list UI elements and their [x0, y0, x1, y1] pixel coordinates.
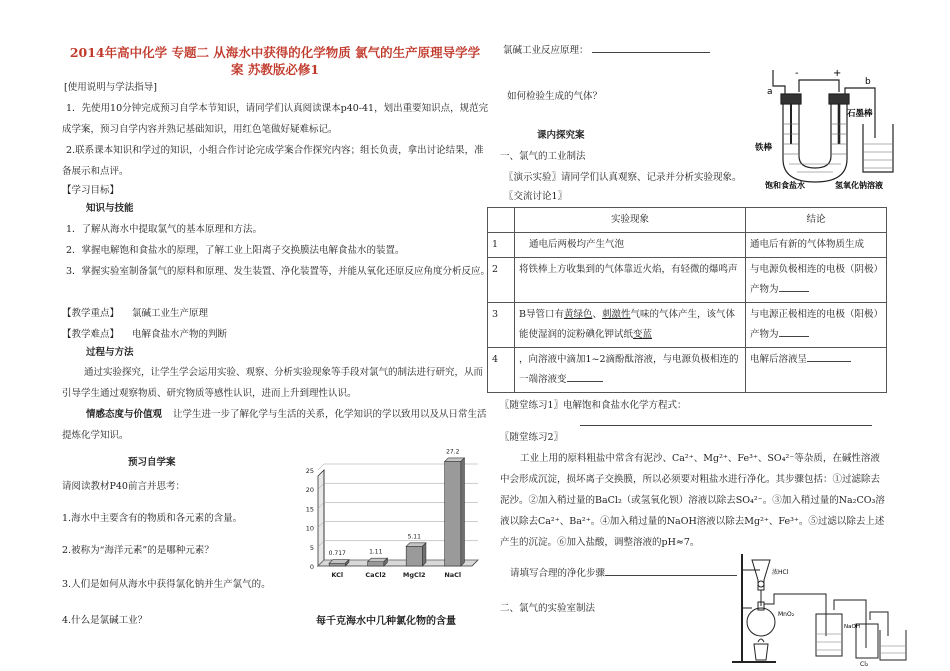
phenomenon-text: 气味的气体产生，该气体能使湿润的淀粉碘化钾试纸	[519, 309, 736, 340]
key-point-text: 氯碱工业生产原理	[132, 308, 209, 319]
phenomenon-cell: 将铁棒上方收集到的气体靠近火焰，有轻微的爆鸣声	[515, 258, 746, 303]
preview-heading: 预习自学案	[128, 457, 176, 468]
conclusion-cell	[746, 258, 887, 303]
goals-heading: 【学习目标】	[62, 185, 120, 196]
question-3: 3.人们是如何从海水中获得氯化钠并生产氯气的。	[62, 579, 271, 590]
minus-label: -	[795, 68, 799, 79]
reaction-label: 氯碱工业反应原理：	[503, 45, 589, 56]
row-number: 1	[488, 233, 515, 258]
phenomenon-cell	[515, 303, 746, 348]
y-tick-label: 15	[305, 505, 314, 514]
attitude-text: 让学生进一步了解化学与生活的关系，化学知识的学以致用以及从日常生活提炼化学知识。	[62, 409, 487, 441]
y-tick-label: 10	[305, 524, 314, 533]
data-label: 5.11	[407, 533, 421, 541]
conclusion-cell: 通电后有新的气体物质生成	[746, 233, 887, 258]
brine-label: 饱和食盐水	[765, 181, 805, 190]
x-tick-label: MgCl2	[402, 571, 426, 579]
answer-blank[interactable]	[807, 361, 851, 362]
naoh-solution-label: 氢氧化钠溶液	[835, 181, 883, 190]
data-label: 27.2	[446, 448, 460, 456]
header-conclusion: 结论	[746, 208, 887, 233]
conclusion-text: 与电源正极相连的电极（阳极）产物为	[750, 309, 879, 340]
answer-blank[interactable]	[779, 291, 809, 292]
cl2-label: Cl₂	[860, 661, 869, 668]
x-tick-label: KCl	[331, 571, 344, 579]
key-point	[62, 303, 208, 324]
phenomenon-cell: 通电后两极均产生气泡	[515, 233, 746, 258]
table-row	[488, 348, 887, 393]
bar	[445, 462, 461, 566]
lab-chlorine-apparatus	[730, 550, 910, 668]
phenomenon-text: B导管口有	[519, 309, 564, 320]
tube-a-label: a	[767, 87, 773, 97]
reaction-principle	[503, 40, 710, 61]
usage-item-1: 1．先使用10分钟完成预习自学本节知识，请同学们认真阅读课本p40-41，划出重要知识点，规范完成学案，预习自学内容并熟记基础知识，用红色笔做好疑难标记。	[62, 103, 489, 135]
chart-title: 每千克海水中几种氯化物的含量	[316, 616, 456, 627]
class-heading: 课内探究案	[537, 130, 585, 141]
process-text: 通过实验探究，让学生学会运用实验、观察、分析实验现象等手段对氯气的制法进行研究，从而引导学生通过观察物质、研究物质等感性认识，进而上升到理性认识。	[62, 367, 484, 399]
section-2-heading: 二、氯气的实验室制法	[500, 603, 596, 614]
knowledge-heading: 知识与技能	[86, 203, 134, 214]
underlined-yellow-green: 黄绿色	[563, 309, 593, 320]
bar	[368, 562, 384, 566]
question-2: 2.被称为“海洋元素”的是哪种元素？	[62, 545, 214, 556]
check-gas-question: 如何检验生成的气体？	[507, 91, 603, 102]
table-header-row	[488, 208, 887, 233]
x-tick-label: NaCl	[444, 571, 462, 579]
experiment-table	[487, 207, 887, 393]
table-row	[488, 233, 887, 258]
graphite-rod-label: 石墨棒	[847, 109, 873, 119]
practice-2: 〖随堂练习2〗	[500, 432, 564, 443]
data-label: 0.717	[328, 550, 346, 558]
y-tick-label: 25	[305, 467, 314, 475]
section-1-heading: 一、氯气的工业制法	[500, 151, 586, 162]
demo-text: 〖演示实验〗请同学们认真观察、记录并分析实验现象。	[504, 172, 742, 183]
equation-blank[interactable]	[580, 425, 872, 426]
question-1: 1.海水中主要含有的物质和各元素的含量。	[62, 513, 243, 524]
y-tick-label: 5	[309, 543, 314, 552]
row-number: 3	[488, 303, 515, 348]
attitude-block	[62, 404, 490, 446]
purification-text: 工业上用的原料粗盐中常含有泥沙、Ca²⁺、Mg²⁺、Fe³⁺、SO₄²⁻等杂质，在碱性溶液中会形成沉淀，损坏离子交换膜，所以必须要对粗盐水进行净化。其步骤包括：①过滤除去泥沙。②加入稍过量的BaCl₂（或氢氧化钡）溶液以除去SO₄²⁻。③加入稍过量的Na₂CO₃溶液以除去Ca²⁺、Ba²⁺。④加入稍过量的NaOH溶液以除去Mg²⁺、Fe³⁺。⑤过滤以除去上述产生的沉淀。⑥加入盐酸，调整溶液的pH≈7。	[500, 453, 885, 548]
bar	[329, 563, 345, 566]
reaction-blank[interactable]	[592, 52, 710, 53]
conclusion-cell	[746, 303, 887, 348]
bar	[406, 546, 422, 566]
y-tick-label: 20	[305, 486, 314, 495]
process-heading: 过程与方法	[86, 347, 134, 358]
chloride-content-chart	[292, 448, 482, 590]
usage-heading: [使用说明与学法指导]	[64, 82, 157, 93]
goal-3: 3．掌握实验室制备氯气的原料和原理、发生装置、净化装置等，并能从氧化还原反应角度分析反应。	[66, 266, 491, 277]
bar-side	[422, 543, 426, 566]
usage-item-2: 2.联系课本知识和学过的知识，小组合作讨论完成学案合作探究内容；组长负责，拿出讨论结果，准备展示和点评。	[62, 145, 484, 177]
key-point-label: 【教学重点】	[62, 308, 120, 319]
x-tick-label: CaCl2	[365, 571, 387, 579]
row-number: 2	[488, 258, 515, 303]
header-phenomenon: 实验现象	[515, 208, 746, 233]
conc-hcl-label: 浓HCl	[772, 569, 789, 576]
conclusion-text: 电解后溶液呈	[750, 354, 808, 365]
phenomenon-text: 、	[592, 309, 603, 320]
purification-fill	[510, 563, 737, 584]
conclusion-text: 与电源负极相连的电极（阴极）产物为	[750, 264, 879, 295]
plus-label: +	[833, 68, 842, 79]
title-line-1: 2014年高中化学 专题二 从海水中获得的化学物质 氯气的生产原理导学学	[69, 45, 481, 60]
table-row	[488, 258, 887, 303]
purification-prompt: 请填写合理的净化步骤	[510, 568, 606, 579]
purification-blank[interactable]	[605, 575, 737, 576]
answer-blank[interactable]	[779, 336, 809, 337]
fe-rod-label: 铁棒	[755, 143, 773, 153]
gridline-side	[318, 464, 324, 470]
goal-2: 2．掌握电解饱和食盐水的原理，了解工业上阳离子交换膜法电解食盐水的装置。	[66, 245, 405, 256]
table-row	[488, 303, 887, 348]
y-tick-label: 0	[309, 563, 314, 571]
underlined-pungent: 刺激性	[602, 309, 631, 320]
difficult-text: 电解食盐水产物的判断	[132, 329, 228, 340]
title-line-2: 案 苏教版必修1	[230, 62, 320, 77]
difficult-label: 【教学难点】	[62, 329, 120, 340]
page-title	[60, 44, 490, 78]
preview-intro: 请阅读教材P40前言并思考：	[62, 481, 185, 492]
row-number: 4	[488, 348, 515, 393]
mno2-label: MnO₂	[778, 611, 795, 618]
practice-1: 〖随堂练习1〗电解饱和食盐水化学方程式：	[500, 400, 687, 411]
electrolysis-apparatus	[737, 64, 903, 192]
question-4: 4.什么是氯碱工业？	[62, 615, 148, 626]
answer-blank[interactable]	[567, 381, 603, 382]
goal-1: 1．了解从海水中提取氯气的基本原理和方法。	[66, 224, 263, 235]
tube-b-label: b	[865, 77, 871, 87]
discussion-label: 〖交流讨论1〗	[504, 191, 568, 202]
conclusion-cell	[746, 348, 887, 393]
naoh-label: NaOH	[844, 624, 860, 630]
phenomenon-text: ，向溶液中滴加1~2滴酚酞溶液，与电源负极相连的一端溶液变	[519, 354, 739, 385]
data-label: 1.11	[369, 548, 383, 556]
phenomenon-cell	[515, 348, 746, 393]
bar-side	[461, 458, 465, 566]
attitude-heading: 情感态度与价值观	[86, 409, 163, 420]
underlined-turns-blue: 变蓝	[633, 329, 653, 340]
